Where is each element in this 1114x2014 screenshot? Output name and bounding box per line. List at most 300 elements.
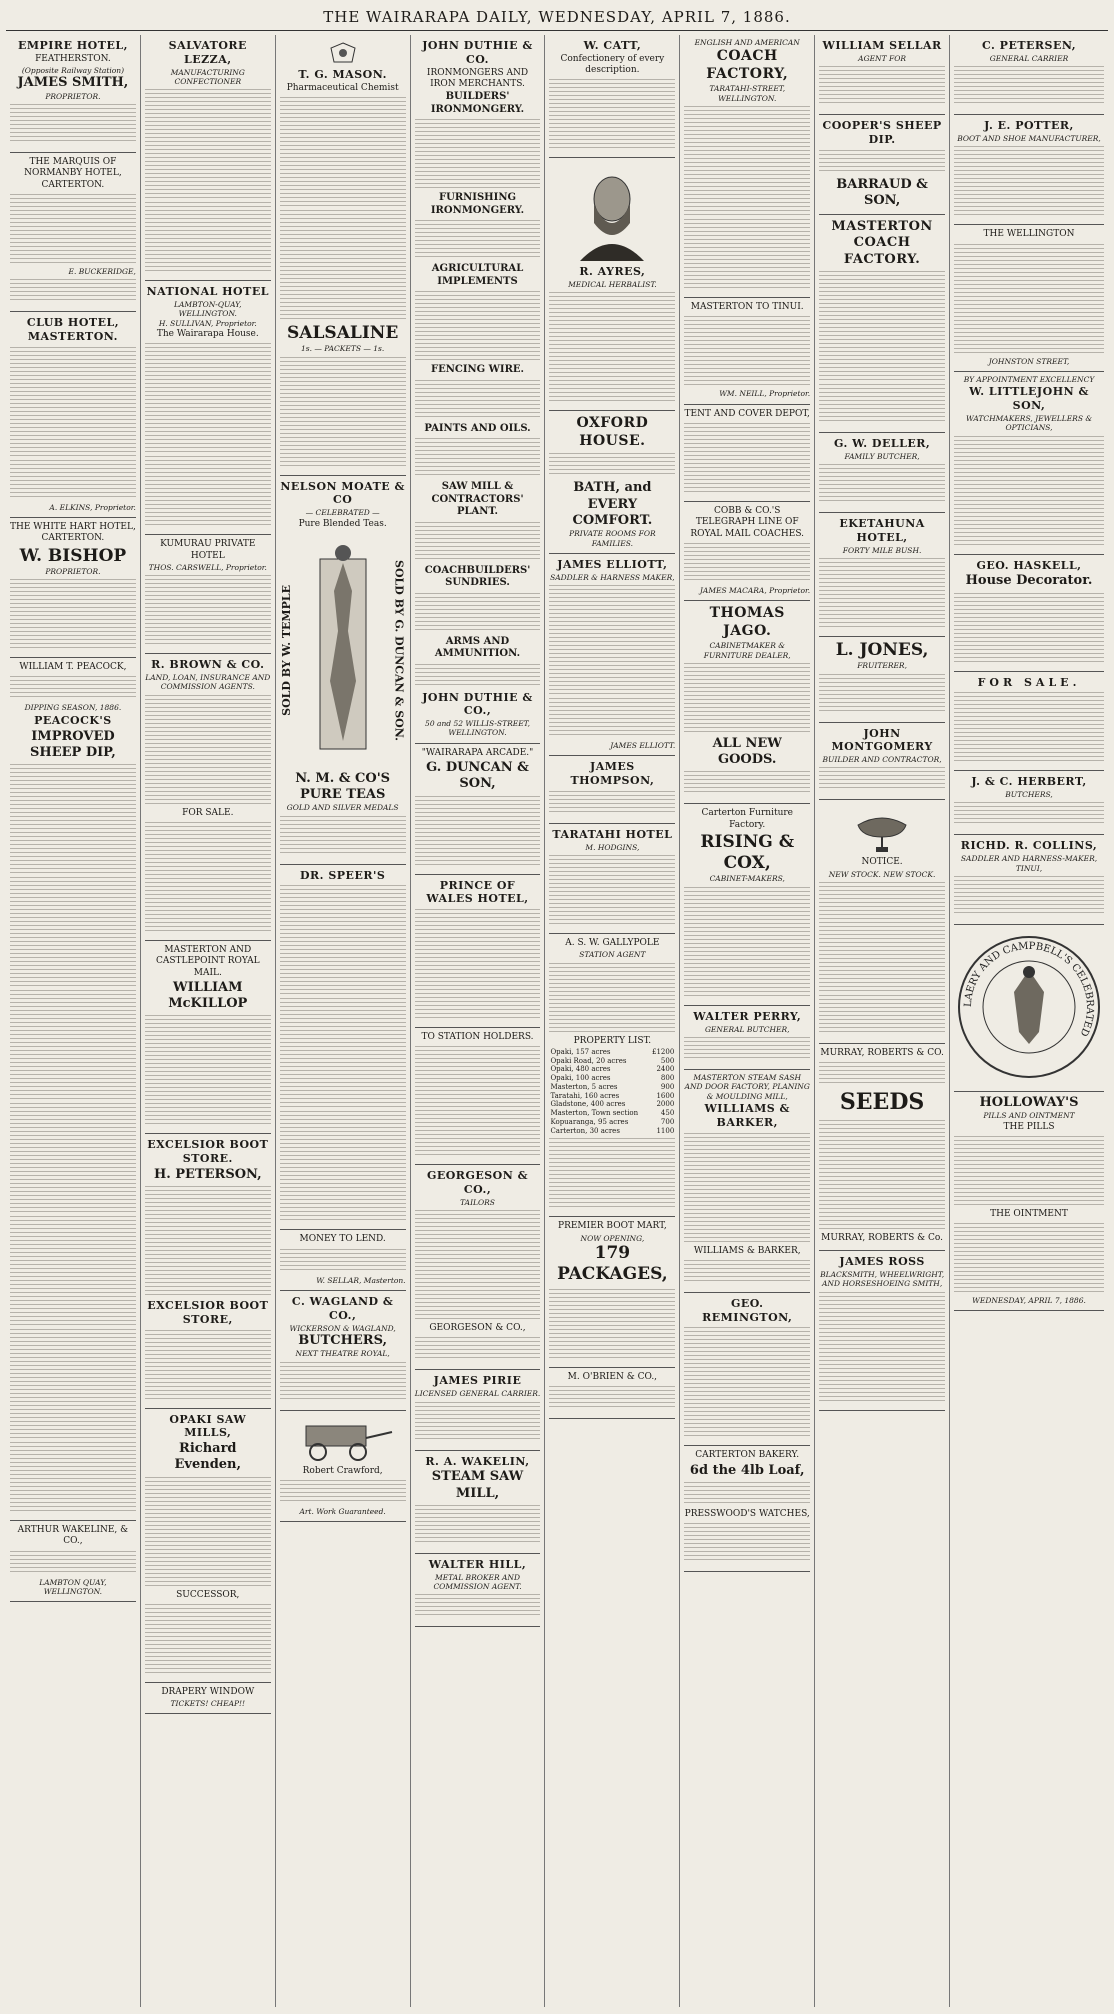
ad-title: HOLLOWAY'S: [979, 1094, 1079, 1110]
ad-subtitle: NEW STOCK. NEW STOCK.: [828, 869, 936, 879]
ad-body-text: [684, 771, 810, 795]
ad-title: THOMAS JAGO.: [709, 605, 785, 639]
ad-subtitle: CABINETMAKER & FURNITURE DEALER,: [703, 641, 791, 660]
ad-body-text: [415, 522, 541, 562]
ad-title: M. O'BRIEN & CO.,: [567, 1371, 658, 1382]
ad-subtitle: IMPROVED SHEEP DIP,: [30, 728, 116, 760]
ad-gallypole: [549, 934, 675, 1217]
ad-body-text: [415, 1210, 541, 1320]
ad-petersen: [954, 35, 1104, 115]
list-item: Masterton, Town section: [550, 1109, 639, 1118]
ad-subtitle: CABINET-MAKERS,: [709, 874, 785, 884]
ad-testimonials: [10, 1103, 136, 1213]
ad-section: FURNISHING IRONMONGERY.: [430, 192, 525, 216]
ad-coach-factory: [684, 35, 810, 298]
masthead-title: THE WAIRARAPA DAILY, WEDNESDAY, APRIL 7, 1886.: [323, 7, 791, 26]
ad-wagland: [280, 1291, 406, 1411]
ad-body-text: [145, 343, 271, 453]
ad-body-text: [549, 963, 675, 1033]
ad-appointment: BY APPOINTMENT EXCELLENCY: [963, 374, 1095, 384]
ad-oxford-house: [549, 411, 675, 554]
ad-notice-new-stock: [819, 800, 945, 1044]
ad-proprietor: M. HODGINS,: [585, 842, 640, 852]
ad-title: J. E. POTTER,: [984, 119, 1074, 133]
ad-body-text: [415, 119, 541, 189]
ad-title: GEO. HASKELL,: [976, 558, 1082, 572]
ad-body-text: [684, 1482, 810, 1506]
ad-title: CLUB HOTEL, MASTERTON.: [26, 316, 120, 343]
ad-walter-hill: [415, 1554, 541, 1628]
ad-title: EMPIRE HOTEL,: [17, 39, 128, 52]
ad-body-text: [280, 885, 406, 995]
masthead: [6, 4, 1108, 31]
ad-body-text: [415, 1594, 541, 1618]
ad-signature: E. BUCKERIDGE,: [68, 266, 136, 276]
ad-ayres: [549, 158, 675, 411]
ad-title: WILLIAM SELLAR: [822, 39, 942, 52]
ad-body-text: [549, 855, 675, 925]
ad-title-repeat: EXCELSIOR BOOT STORE,: [147, 1299, 269, 1326]
ad-taratahi-hotel: [549, 824, 675, 934]
carriage-illustration: [288, 1418, 398, 1462]
ad-body-text: [954, 802, 1104, 826]
ad-body-text: [954, 436, 1104, 546]
ad-subtitle: NOW OPENING,: [580, 1233, 645, 1243]
ad-title: L. JONES,: [835, 639, 929, 660]
ad-body-text: [954, 1136, 1104, 1206]
ad-role: PROPRIETOR.: [45, 566, 101, 576]
ad-tent-depot: [684, 405, 810, 502]
ad-body-text: [549, 453, 675, 477]
ad-testimonials: [10, 990, 136, 1100]
ad-body-text: [145, 456, 271, 526]
ad-pirie: [415, 1370, 541, 1450]
ad-body-text: [280, 210, 406, 320]
ad-note: (Opposite Railway Station): [21, 66, 125, 75]
ad-potter: [954, 115, 1104, 225]
ad-subtitle: FORTY MILE BUSH.: [842, 545, 922, 555]
ad-body-text: [684, 219, 810, 289]
list-item: Masterton, 5 acres: [550, 1082, 618, 1091]
ad-subtitle: FAMILY BUTCHER,: [844, 451, 920, 461]
ad-proprietor: WILLIAM McKILLOP: [168, 979, 248, 1011]
ad-subtitle: PILLS AND OINTMENT: [983, 1111, 1075, 1121]
list-item: Opaki, 480 acres: [550, 1065, 611, 1074]
ad-title: JOHN DUTHIE & CO.: [422, 39, 533, 66]
ad-title: NATIONAL HOTEL: [146, 285, 269, 299]
ad-title: Carterton Furniture Factory.: [701, 808, 793, 830]
ad-body-text: [819, 384, 945, 424]
list-price: 2000: [656, 1100, 675, 1109]
ad-body-text: [954, 692, 1104, 762]
ad-body-text: [415, 1046, 541, 1156]
ad-section: PAINTS AND OILS.: [424, 422, 531, 434]
ad-title: A. S. W. GALLYPOLE: [565, 938, 660, 948]
ad-pills: THE PILLS: [1003, 1121, 1055, 1132]
ad-section: BUILDERS' IRONMONGERY.: [430, 91, 525, 115]
ad-body-text: [954, 1223, 1104, 1293]
ad-successor: SUCCESSOR,: [176, 1589, 240, 1600]
ad-nelson-moate: [280, 476, 406, 865]
ad-masterton-coach: [819, 215, 945, 433]
ad-subtitle: WATCHMAKERS, JEWELLERS & OPTICIANS,: [966, 413, 1093, 433]
ad-address: LAMBTON QUAY, WELLINGTON.: [39, 1577, 107, 1596]
column-3: [276, 35, 411, 2007]
ad-subtitle: BOOT AND SHOE MANUFACTURER,: [957, 133, 1101, 143]
ad-subtitle: SADDLER & HARNESS MAKER,: [550, 572, 675, 582]
ad-title: R. BROWN & CO.: [151, 658, 265, 672]
ad-title: C. WAGLAND & CO.,: [291, 1295, 394, 1322]
column-7: [815, 35, 950, 2007]
ad-title: TENT AND COVER DEPOT,: [684, 408, 810, 419]
ad-littlejohn: [954, 372, 1104, 555]
ad-body-text: [145, 1330, 271, 1400]
list-price: 500: [660, 1056, 675, 1065]
ad-title: DR. SPEER'S: [300, 868, 386, 882]
ad-title: KUMURAU PRIVATE HOTEL: [160, 539, 256, 561]
ad-body-text: [280, 1362, 406, 1402]
ad-national-hotel: [145, 281, 271, 535]
ad-body-text: [819, 674, 945, 714]
ad-medals: GOLD AND SILVER MEDALS: [286, 803, 399, 813]
column-1: [6, 35, 141, 2007]
ad-body-text: [10, 194, 136, 264]
ad-subtitle: TAILORS: [460, 1197, 495, 1207]
ad-jago: [684, 601, 810, 804]
ad-title: W. LITTLEJOHN & SON,: [969, 385, 1089, 412]
ad-body-text: [549, 1138, 675, 1208]
columns: [6, 35, 1108, 2007]
ad-cobb: [684, 502, 810, 601]
ad-title: EKETAHUNA HOTEL,: [839, 517, 925, 544]
ad-body-text: [415, 1505, 541, 1545]
ad-title: COOPER'S SHEEP DIP.: [822, 119, 942, 146]
ad-goods: ALL NEW GOODS.: [712, 735, 782, 768]
ad-r-brown: [145, 654, 271, 941]
ad-body-text: [145, 89, 271, 199]
vertical-label-right: SOLD BY G. DUNCAN & SON.: [392, 560, 406, 742]
ad-body-text: [280, 1249, 406, 1273]
ad-proprietor: W. BISHOP: [19, 545, 127, 566]
ad-body-text: [819, 558, 945, 628]
ad-place: TINUI,: [1015, 863, 1043, 873]
list-price: 2400: [656, 1065, 675, 1074]
ad-laery-campbell: [954, 925, 1104, 1092]
ad-title: PEACOCK'S: [34, 713, 112, 727]
ad-title: GEO. REMINGTON,: [702, 1296, 793, 1324]
ad-title: THE WHITE HART HOTEL, CARTERTON.: [10, 522, 136, 544]
printer-line: WEDNESDAY, APRIL 7, 1886.: [972, 1296, 1086, 1305]
list-item: Opaki Road, 20 acres: [550, 1056, 627, 1065]
ad-deller: [819, 433, 945, 513]
ad-title: MASTERTON TO TINUI.: [690, 302, 804, 313]
ad-body-text: [684, 106, 810, 216]
ad-haskell: [954, 555, 1104, 672]
ad-body-text: [819, 150, 945, 174]
ad-body-text: [954, 876, 1104, 916]
ad-body-text: [954, 593, 1104, 663]
ad-body-text: [684, 1037, 810, 1061]
ad-elliott: [549, 554, 675, 757]
table-row: [549, 1057, 675, 1066]
ad-trade: BUTCHERS,: [298, 1332, 388, 1348]
ad-sellar: [819, 35, 945, 115]
ad-title: NOTICE.: [861, 857, 903, 868]
ad-station-holders: [415, 1028, 541, 1165]
ad-body-text: [819, 66, 945, 106]
ad-subtitle: METAL BROKER AND COMMISSION AGENT.: [433, 1572, 522, 1591]
ad-opaki-saw-mills: [145, 1409, 271, 1683]
ad-body-text: [549, 585, 675, 695]
ad-normanby-hotel: [10, 153, 136, 312]
list-price: 800: [660, 1074, 675, 1083]
ad-body-text: [10, 764, 136, 874]
ad-holloway: [954, 1092, 1104, 1312]
ad-title: R. A. WAKELIN,: [425, 1454, 530, 1468]
list-price: 700: [660, 1117, 675, 1126]
ad-proprietor: JAMES SMITH,: [17, 75, 129, 91]
ad-place: TARATAHI-STREET, WELLINGTON.: [709, 84, 786, 103]
ad-proprietor: H. PETERSON,: [153, 1166, 262, 1182]
ad-body-text: [684, 1260, 810, 1284]
ad-seeds: SEEDS: [839, 1089, 925, 1116]
ad-body-text: [145, 202, 271, 272]
table-row: [549, 1065, 675, 1074]
ad-montgomery: [819, 723, 945, 801]
ad-note: PRIVATE ROOMS FOR FAMILIES.: [569, 529, 656, 548]
ad-title: THE MARQUIS OF NORMANBY HOTEL, CARTERTON.: [24, 157, 122, 190]
list-item: Gladstone, 400 acres: [550, 1100, 626, 1109]
ad-body-text: [549, 292, 675, 402]
ad-title: TARATAHI HOTEL: [552, 827, 673, 841]
ad-subtitle: BLACKSMITH, WHEELWRIGHT, AND HORSESHOEING SMITH,: [820, 1269, 945, 1289]
ad-for-sale: [954, 672, 1104, 772]
ad-body-text: [819, 1292, 945, 1402]
ad-jones: [819, 637, 945, 723]
ad-agents: BARRAUD & SON,: [836, 176, 928, 208]
ad-title: Robert Crawford,: [302, 1465, 383, 1476]
table-row: [549, 1083, 675, 1092]
ad-body-text: [10, 460, 136, 500]
ad-celebrated: — CELEBRATED —: [305, 508, 380, 518]
ad-signature: WM. NEILL, Proprietor.: [719, 389, 811, 399]
ad-obrien: [549, 1368, 675, 1419]
ad-body-text: [415, 438, 541, 478]
ad-packages: 179 PACKAGES,: [557, 1243, 668, 1285]
ad-title: ARTHUR WAKELINE, & CO.,: [17, 1525, 129, 1547]
ad-title: RICHD. R. COLLINS,: [960, 839, 1098, 853]
ad-title: COBB & CO.'S TELEGRAPH LINE OF ROYAL MAIL COACHES.: [690, 506, 805, 539]
ad-title: COACH FACTORY,: [706, 48, 789, 82]
ad-cooper: [819, 115, 945, 215]
ad-section: ARMS AND AMMUNITION.: [434, 635, 521, 659]
ad-empire-hotel: [10, 35, 136, 153]
ad-body-text: [684, 1327, 810, 1437]
ad-tea: Pure Blended Teas.: [298, 518, 387, 529]
ad-signature: A. ELKINS, Proprietor.: [49, 502, 136, 512]
ad-wakelin: [415, 1451, 541, 1554]
ad-money-to-lend: [280, 1230, 406, 1291]
ad-testimonials: [10, 1442, 136, 1512]
ad-salsaline-sub: 1s. — PACKETS — 1s.: [301, 344, 385, 354]
ad-title: "WAIRARAPA ARCADE.": [421, 747, 534, 758]
portrait-illustration: [572, 165, 652, 261]
ad-body-text: [819, 1120, 945, 1230]
ad-body-text: [819, 995, 945, 1035]
ad-james-ross: [819, 1251, 945, 1411]
ad-title: EXCELSIOR BOOT STORE.: [147, 1138, 269, 1165]
ad-body-text: [10, 579, 136, 649]
ad-title: CARTERTON BAKERY.: [695, 1450, 800, 1461]
ad-signature: W. SELLAR, Masterton.: [316, 1275, 406, 1285]
ad-body-text: [549, 791, 675, 815]
ad-body-text: [549, 698, 675, 738]
column-5: [545, 35, 680, 2007]
table-row: [549, 1074, 675, 1083]
ad-body-text: [280, 1111, 406, 1221]
ad-testimonials: [10, 1329, 136, 1439]
ad-body-text: [415, 664, 541, 688]
list-price: 1600: [656, 1091, 675, 1100]
list-price: 450: [660, 1109, 675, 1118]
ad-role: PROPRIETOR.: [45, 91, 101, 101]
table-row: [549, 1048, 675, 1057]
ad-title: MURRAY, ROBERTS & CO.: [820, 1048, 944, 1058]
ad-body-text: [415, 593, 541, 633]
ad-body-text: [10, 676, 136, 700]
ad-prince-of-wales: [415, 875, 541, 1029]
ad-subtitle: GENERAL BUTCHER,: [704, 1024, 790, 1034]
crest-icon: [328, 42, 358, 64]
property-list-table: [549, 1048, 675, 1136]
ad-title: WILLIAMS & BARKER,: [704, 1102, 790, 1129]
ad-subtitle: Pharmaceutical Chemist: [286, 82, 399, 93]
ad-subtitle: LAND, LOAN, INSURANCE AND COMMISSION AGENTS.: [145, 673, 271, 692]
ad-body-text: [145, 1015, 271, 1125]
ad-title: JAMES ELLIOTT,: [557, 557, 668, 571]
ad-wellington: [954, 225, 1104, 372]
ad-title: OPAKI SAW MILLS,: [169, 1412, 247, 1440]
ad-title: JAMES ROSS: [839, 1255, 925, 1268]
ad-wakeline: [10, 1521, 136, 1602]
ad-title-repeat: JOHN DUTHIE & CO.,: [422, 690, 533, 718]
ad-subtitle: TICKETS! CHEAP!!: [170, 1699, 246, 1708]
ad-body-text: [684, 1133, 810, 1243]
ad-proprietor: H. SULLIVAN, Proprietor.: [158, 318, 257, 328]
ad-ointment: THE OINTMENT: [990, 1208, 1068, 1219]
ad-kumurau: [145, 535, 271, 654]
ad-walter-perry: [684, 1006, 810, 1070]
ad-furniture-factory: [684, 804, 810, 1005]
ad-herbert: [954, 771, 1104, 835]
ad-subtitle: IRONMONGERS AND IRON MERCHANTS.: [426, 67, 529, 89]
ad-subtitle: LICENSED GENERAL CARRIER.: [414, 1389, 541, 1399]
ad-title: GEORGESON & CO.,: [426, 1169, 529, 1196]
ad-title-repeat: WILLIAMS & BARKER,: [693, 1245, 801, 1256]
ad-subtitle: ENGLISH AND AMERICAN: [694, 38, 800, 47]
ad-excelsior: [145, 1134, 271, 1408]
property-list-title: PROPERTY LIST.: [573, 1035, 652, 1046]
table-row: [549, 1109, 675, 1118]
ad-body-text: [954, 66, 1104, 106]
ad-body-text: [684, 316, 810, 386]
ad-title: JOHN MONTGOMERY: [831, 726, 933, 754]
ad-royal-mail: [145, 941, 271, 1134]
ad-testimonials: [10, 1216, 136, 1326]
ad-title: MASTERTON COACH FACTORY.: [831, 219, 933, 267]
ad-body-text: [819, 464, 945, 504]
ad-thompson: [549, 756, 675, 824]
ad-body-text: [819, 767, 945, 791]
ad-name: WILLIAM T. PEACOCK,: [19, 662, 127, 673]
list-price: 1100: [656, 1126, 675, 1135]
ad-murray-roberts: [819, 1044, 945, 1251]
ad-duthie: [415, 35, 541, 744]
ad-crawford: [280, 1411, 406, 1523]
ad-body-text: [280, 1480, 406, 1504]
ad-title: OXFORD HOUSE.: [576, 415, 649, 449]
ad-masterton-tinui: [684, 298, 810, 405]
ad-body-text: [684, 543, 810, 583]
ad-body-text: [549, 1386, 675, 1410]
table-row: [549, 1118, 675, 1127]
ad-body-text: [145, 1477, 271, 1587]
ad-title: THE WELLINGTON: [983, 229, 1075, 240]
ad-title-repeat: GEORGESON & CO.,: [429, 1323, 526, 1334]
vertical-label-left: SOLD BY W. TEMPLE: [279, 585, 293, 717]
ad-body-text: [819, 271, 945, 381]
seal-ring-text: LAERY AND CAMPBELL'S CELEBRATED: [962, 940, 1096, 1038]
ad-for-sale: FOR SALE.: [182, 807, 234, 818]
ad-body-text: [819, 1062, 945, 1086]
ad-body-text: [819, 882, 945, 992]
ad-title: MASTERTON AND CASTLEPOINT ROYAL MAIL.: [155, 945, 260, 978]
ad-body-text: [684, 663, 810, 733]
ad-subtitle: AGENT FOR: [858, 53, 906, 63]
ad-signature: JAMES ELLIOTT.: [610, 741, 676, 750]
column-2: [141, 35, 276, 2007]
ad-georgeson: [415, 1165, 541, 1370]
ad-watches: PRESSWOOD'S WATCHES,: [684, 1508, 810, 1519]
ad-title: R. AYRES,: [579, 265, 646, 279]
ad-subtitle: GENERAL CARRIER: [989, 53, 1069, 63]
column-4: [411, 35, 546, 2007]
ad-title: TO STATION HOLDERS.: [421, 1032, 534, 1042]
ad-salsaline: SALSALINE: [287, 323, 399, 343]
ad-subtitle: Confectionery of every description.: [560, 53, 665, 75]
ad-place: NEXT THEATRE ROYAL,: [295, 1349, 390, 1359]
ad-testimonials: [10, 877, 136, 987]
ad-body-text: [415, 380, 541, 420]
ad-section: COACHBUILDERS' SUNDRIES.: [424, 564, 531, 588]
ad-title: FOR SALE.: [977, 675, 1081, 689]
ad-body-text: [415, 1402, 541, 1442]
ad-subtitle: BUILDER AND CONTRACTOR,: [822, 755, 942, 764]
ad-subtitle: MASTERTON STEAM SASH AND DOOR FACTORY, PLANING & MOULDING MILL,: [684, 1072, 810, 1101]
ad-subtitle: BATH, and EVERY COMFORT.: [572, 480, 653, 528]
ad-body-text: [10, 347, 136, 457]
ad-signature: JAMES MACARA, Proprietor.: [699, 585, 811, 595]
ad-body-text: [280, 97, 406, 207]
ad-title: W. CATT,: [583, 39, 642, 52]
ad-subtitle: MEDICAL HERBALIST.: [568, 280, 657, 289]
table-row: [549, 1127, 675, 1136]
list-item: Opaki, 100 acres: [550, 1074, 611, 1083]
ad-title: SALVATORE LEZZA,: [168, 39, 247, 66]
ad-section: FENCING WIRE.: [431, 364, 524, 375]
ad-body-text: [415, 1337, 541, 1361]
ad-section: SAW MILL & CONTRACTORS' PLANT.: [431, 481, 524, 517]
